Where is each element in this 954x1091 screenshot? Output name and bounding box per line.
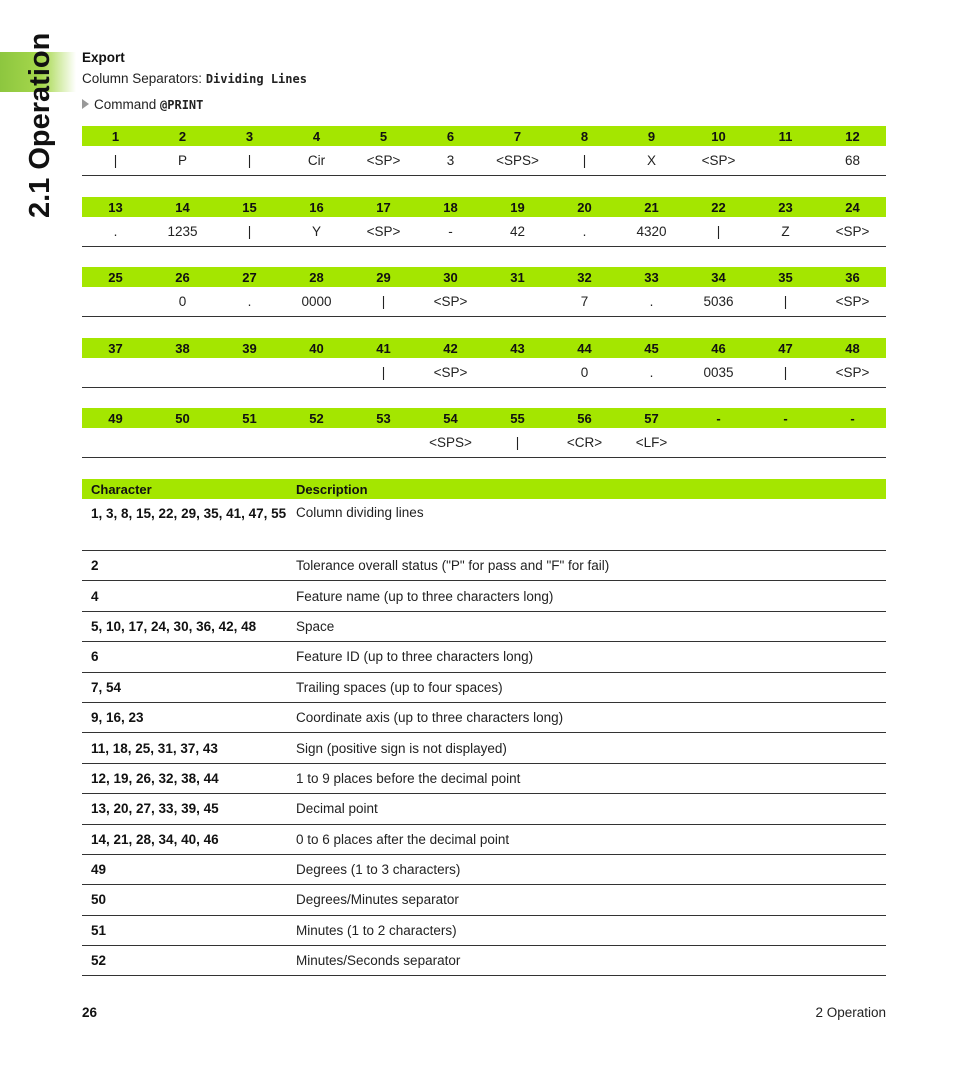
position-table xyxy=(82,338,886,388)
position-value: <SPS> xyxy=(417,428,484,458)
description-cell: Feature name (up to three characters long) xyxy=(287,581,886,611)
position-number: 4 xyxy=(283,126,350,146)
position-value: | xyxy=(484,428,551,458)
position-table xyxy=(82,408,886,458)
position-number: 19 xyxy=(484,197,551,217)
position-value: <SP> xyxy=(819,287,886,317)
position-value-row xyxy=(82,146,886,176)
command-line xyxy=(82,97,203,112)
position-number: 30 xyxy=(417,267,484,287)
position-value: | xyxy=(350,358,417,388)
description-row xyxy=(82,885,886,915)
position-header-row xyxy=(82,197,886,217)
position-number: 24 xyxy=(819,197,886,217)
description-cell: 0 to 6 places after the decimal point xyxy=(287,824,886,854)
position-value: 4320 xyxy=(618,217,685,247)
position-value: <CR> xyxy=(551,428,618,458)
position-number: 13 xyxy=(82,197,149,217)
position-header-row xyxy=(82,408,886,428)
position-value: | xyxy=(350,287,417,317)
character-cell: 6 xyxy=(82,642,287,672)
description-cell: Trailing spaces (up to four spaces) xyxy=(287,672,886,702)
position-number: 2 xyxy=(149,126,216,146)
position-number: 37 xyxy=(82,338,149,358)
position-value xyxy=(82,358,149,388)
character-cell: 7, 54 xyxy=(82,672,287,702)
position-value xyxy=(283,428,350,458)
description-cell: Tolerance overall status ("P" for pass and "F" for fail) xyxy=(287,551,886,581)
description-cell: Feature ID (up to three characters long) xyxy=(287,642,886,672)
position-value: | xyxy=(685,217,752,247)
position-value: | xyxy=(82,146,149,176)
position-number: 12 xyxy=(819,126,886,146)
position-number: 17 xyxy=(350,197,417,217)
character-cell: 1, 3, 8, 15, 22, 29, 35, 41, 47, 55 xyxy=(82,499,287,551)
position-value: 1235 xyxy=(149,217,216,247)
description-row xyxy=(82,946,886,976)
position-number: 45 xyxy=(618,338,685,358)
position-value xyxy=(82,428,149,458)
character-column-header: Character xyxy=(82,479,287,499)
position-number: 16 xyxy=(283,197,350,217)
position-value: Cir xyxy=(283,146,350,176)
description-row xyxy=(82,672,886,702)
position-value xyxy=(82,287,149,317)
position-number: 34 xyxy=(685,267,752,287)
position-value: | xyxy=(551,146,618,176)
position-value: . xyxy=(551,217,618,247)
position-number: 32 xyxy=(551,267,618,287)
position-value xyxy=(685,428,752,458)
description-column-header: Description xyxy=(287,479,886,499)
position-value xyxy=(819,428,886,458)
character-cell: 50 xyxy=(82,885,287,915)
position-number: 29 xyxy=(350,267,417,287)
character-cell: 49 xyxy=(82,854,287,884)
position-value: 42 xyxy=(484,217,551,247)
position-value: 0 xyxy=(149,287,216,317)
position-number: 10 xyxy=(685,126,752,146)
position-number: 44 xyxy=(551,338,618,358)
column-separators-line xyxy=(82,71,307,86)
position-number: 53 xyxy=(350,408,417,428)
position-table xyxy=(82,197,886,247)
description-cell: Degrees/Minutes separator xyxy=(287,885,886,915)
triangle-bullet-icon xyxy=(82,99,89,109)
chapter-title-text: 2.1 Operation xyxy=(24,32,56,218)
position-number: 23 xyxy=(752,197,819,217)
position-value: - xyxy=(417,217,484,247)
description-row xyxy=(82,551,886,581)
character-cell: 2 xyxy=(82,551,287,581)
description-row xyxy=(82,915,886,945)
position-number: 11 xyxy=(752,126,819,146)
position-number: 55 xyxy=(484,408,551,428)
position-number: 21 xyxy=(618,197,685,217)
position-number: 27 xyxy=(216,267,283,287)
position-value xyxy=(752,146,819,176)
position-value: 5036 xyxy=(685,287,752,317)
position-number: 39 xyxy=(216,338,283,358)
position-number: 57 xyxy=(618,408,685,428)
description-row xyxy=(82,611,886,641)
position-value xyxy=(216,358,283,388)
position-number: 3 xyxy=(216,126,283,146)
position-value: <SPS> xyxy=(484,146,551,176)
position-number: 51 xyxy=(216,408,283,428)
description-cell: Minutes/Seconds separator xyxy=(287,946,886,976)
character-cell: 4 xyxy=(82,581,287,611)
position-value: <LF> xyxy=(618,428,685,458)
column-separators-label: Column Separators: xyxy=(82,71,206,86)
description-cell: Degrees (1 to 3 characters) xyxy=(287,854,886,884)
description-cell: Column dividing lines xyxy=(287,499,886,551)
position-value: P xyxy=(149,146,216,176)
position-number: 54 xyxy=(417,408,484,428)
position-number: 49 xyxy=(82,408,149,428)
position-number: 25 xyxy=(82,267,149,287)
description-row xyxy=(82,499,886,551)
command-value: @PRINT xyxy=(160,98,204,112)
position-value: | xyxy=(216,217,283,247)
position-number: 26 xyxy=(149,267,216,287)
position-number: 42 xyxy=(417,338,484,358)
description-cell: Decimal point xyxy=(287,794,886,824)
position-value xyxy=(216,428,283,458)
position-header-row xyxy=(82,267,886,287)
position-number: 1 xyxy=(82,126,149,146)
position-value: 68 xyxy=(819,146,886,176)
description-cell: Space xyxy=(287,611,886,641)
command-label: Command xyxy=(94,97,161,112)
position-number: 36 xyxy=(819,267,886,287)
position-value: <SP> xyxy=(417,287,484,317)
position-value: . xyxy=(82,217,149,247)
position-number: 6 xyxy=(417,126,484,146)
position-table xyxy=(82,126,886,176)
position-value xyxy=(484,287,551,317)
position-value: . xyxy=(618,287,685,317)
position-number: 41 xyxy=(350,338,417,358)
position-value: | xyxy=(752,287,819,317)
position-value: <SP> xyxy=(819,358,886,388)
position-number: 31 xyxy=(484,267,551,287)
position-number: 35 xyxy=(752,267,819,287)
position-value xyxy=(484,358,551,388)
position-value xyxy=(283,358,350,388)
description-cell: Coordinate axis (up to three characters long) xyxy=(287,702,886,732)
position-value: <SP> xyxy=(350,217,417,247)
position-value xyxy=(350,428,417,458)
description-row xyxy=(82,642,886,672)
position-value: . xyxy=(618,358,685,388)
column-separators-value: Dividing Lines xyxy=(205,72,307,86)
description-row xyxy=(82,763,886,793)
position-value xyxy=(149,358,216,388)
character-cell: 14, 21, 28, 34, 40, 46 xyxy=(82,824,287,854)
position-number: 22 xyxy=(685,197,752,217)
character-cell: 52 xyxy=(82,946,287,976)
character-cell: 9, 16, 23 xyxy=(82,702,287,732)
position-number: - xyxy=(752,408,819,428)
position-number: 40 xyxy=(283,338,350,358)
section-title: Export xyxy=(82,50,125,65)
position-number: 56 xyxy=(551,408,618,428)
description-cell: Minutes (1 to 2 characters) xyxy=(287,915,886,945)
position-number: 5 xyxy=(350,126,417,146)
position-value-row xyxy=(82,217,886,247)
position-number: 43 xyxy=(484,338,551,358)
position-value: | xyxy=(216,146,283,176)
position-number: 47 xyxy=(752,338,819,358)
position-number: 15 xyxy=(216,197,283,217)
page-number: 26 xyxy=(82,1005,98,1020)
position-number: 50 xyxy=(149,408,216,428)
position-value: <SP> xyxy=(417,358,484,388)
position-number: 48 xyxy=(819,338,886,358)
position-value: <SP> xyxy=(685,146,752,176)
character-cell: 13, 20, 27, 33, 39, 45 xyxy=(82,794,287,824)
position-number: 20 xyxy=(551,197,618,217)
position-value: <SP> xyxy=(819,217,886,247)
character-cell: 5, 10, 17, 24, 30, 36, 42, 48 xyxy=(82,611,287,641)
description-row xyxy=(82,581,886,611)
description-cell: 1 to 9 places before the decimal point xyxy=(287,763,886,793)
position-value xyxy=(149,428,216,458)
position-number: - xyxy=(819,408,886,428)
description-row xyxy=(82,794,886,824)
footer-chapter: 2 Operation xyxy=(815,1005,886,1020)
position-value: | xyxy=(752,358,819,388)
description-cell: Sign (positive sign is not displayed) xyxy=(287,733,886,763)
position-header-row xyxy=(82,338,886,358)
position-value: 0035 xyxy=(685,358,752,388)
position-value: . xyxy=(216,287,283,317)
position-value: 3 xyxy=(417,146,484,176)
character-cell: 12, 19, 26, 32, 38, 44 xyxy=(82,763,287,793)
position-value xyxy=(752,428,819,458)
position-number: 8 xyxy=(551,126,618,146)
position-number: 7 xyxy=(484,126,551,146)
description-row xyxy=(82,702,886,732)
position-value-row xyxy=(82,358,886,388)
position-number: 18 xyxy=(417,197,484,217)
position-value: Z xyxy=(752,217,819,247)
position-number: 9 xyxy=(618,126,685,146)
description-row xyxy=(82,854,886,884)
position-value-row xyxy=(82,428,886,458)
position-value: <SP> xyxy=(350,146,417,176)
description-row xyxy=(82,824,886,854)
description-header-row xyxy=(82,479,886,499)
position-number: 33 xyxy=(618,267,685,287)
position-value: 0000 xyxy=(283,287,350,317)
position-value: 0 xyxy=(551,358,618,388)
position-number: - xyxy=(685,408,752,428)
position-table xyxy=(82,267,886,317)
position-number: 46 xyxy=(685,338,752,358)
position-number: 38 xyxy=(149,338,216,358)
position-header-row xyxy=(82,126,886,146)
position-value: X xyxy=(618,146,685,176)
position-value-row xyxy=(82,287,886,317)
position-number: 28 xyxy=(283,267,350,287)
position-number: 14 xyxy=(149,197,216,217)
character-cell: 51 xyxy=(82,915,287,945)
description-row xyxy=(82,733,886,763)
description-table xyxy=(82,479,886,976)
position-value: Y xyxy=(283,217,350,247)
position-number: 52 xyxy=(283,408,350,428)
character-cell: 11, 18, 25, 31, 37, 43 xyxy=(82,733,287,763)
position-value: 7 xyxy=(551,287,618,317)
